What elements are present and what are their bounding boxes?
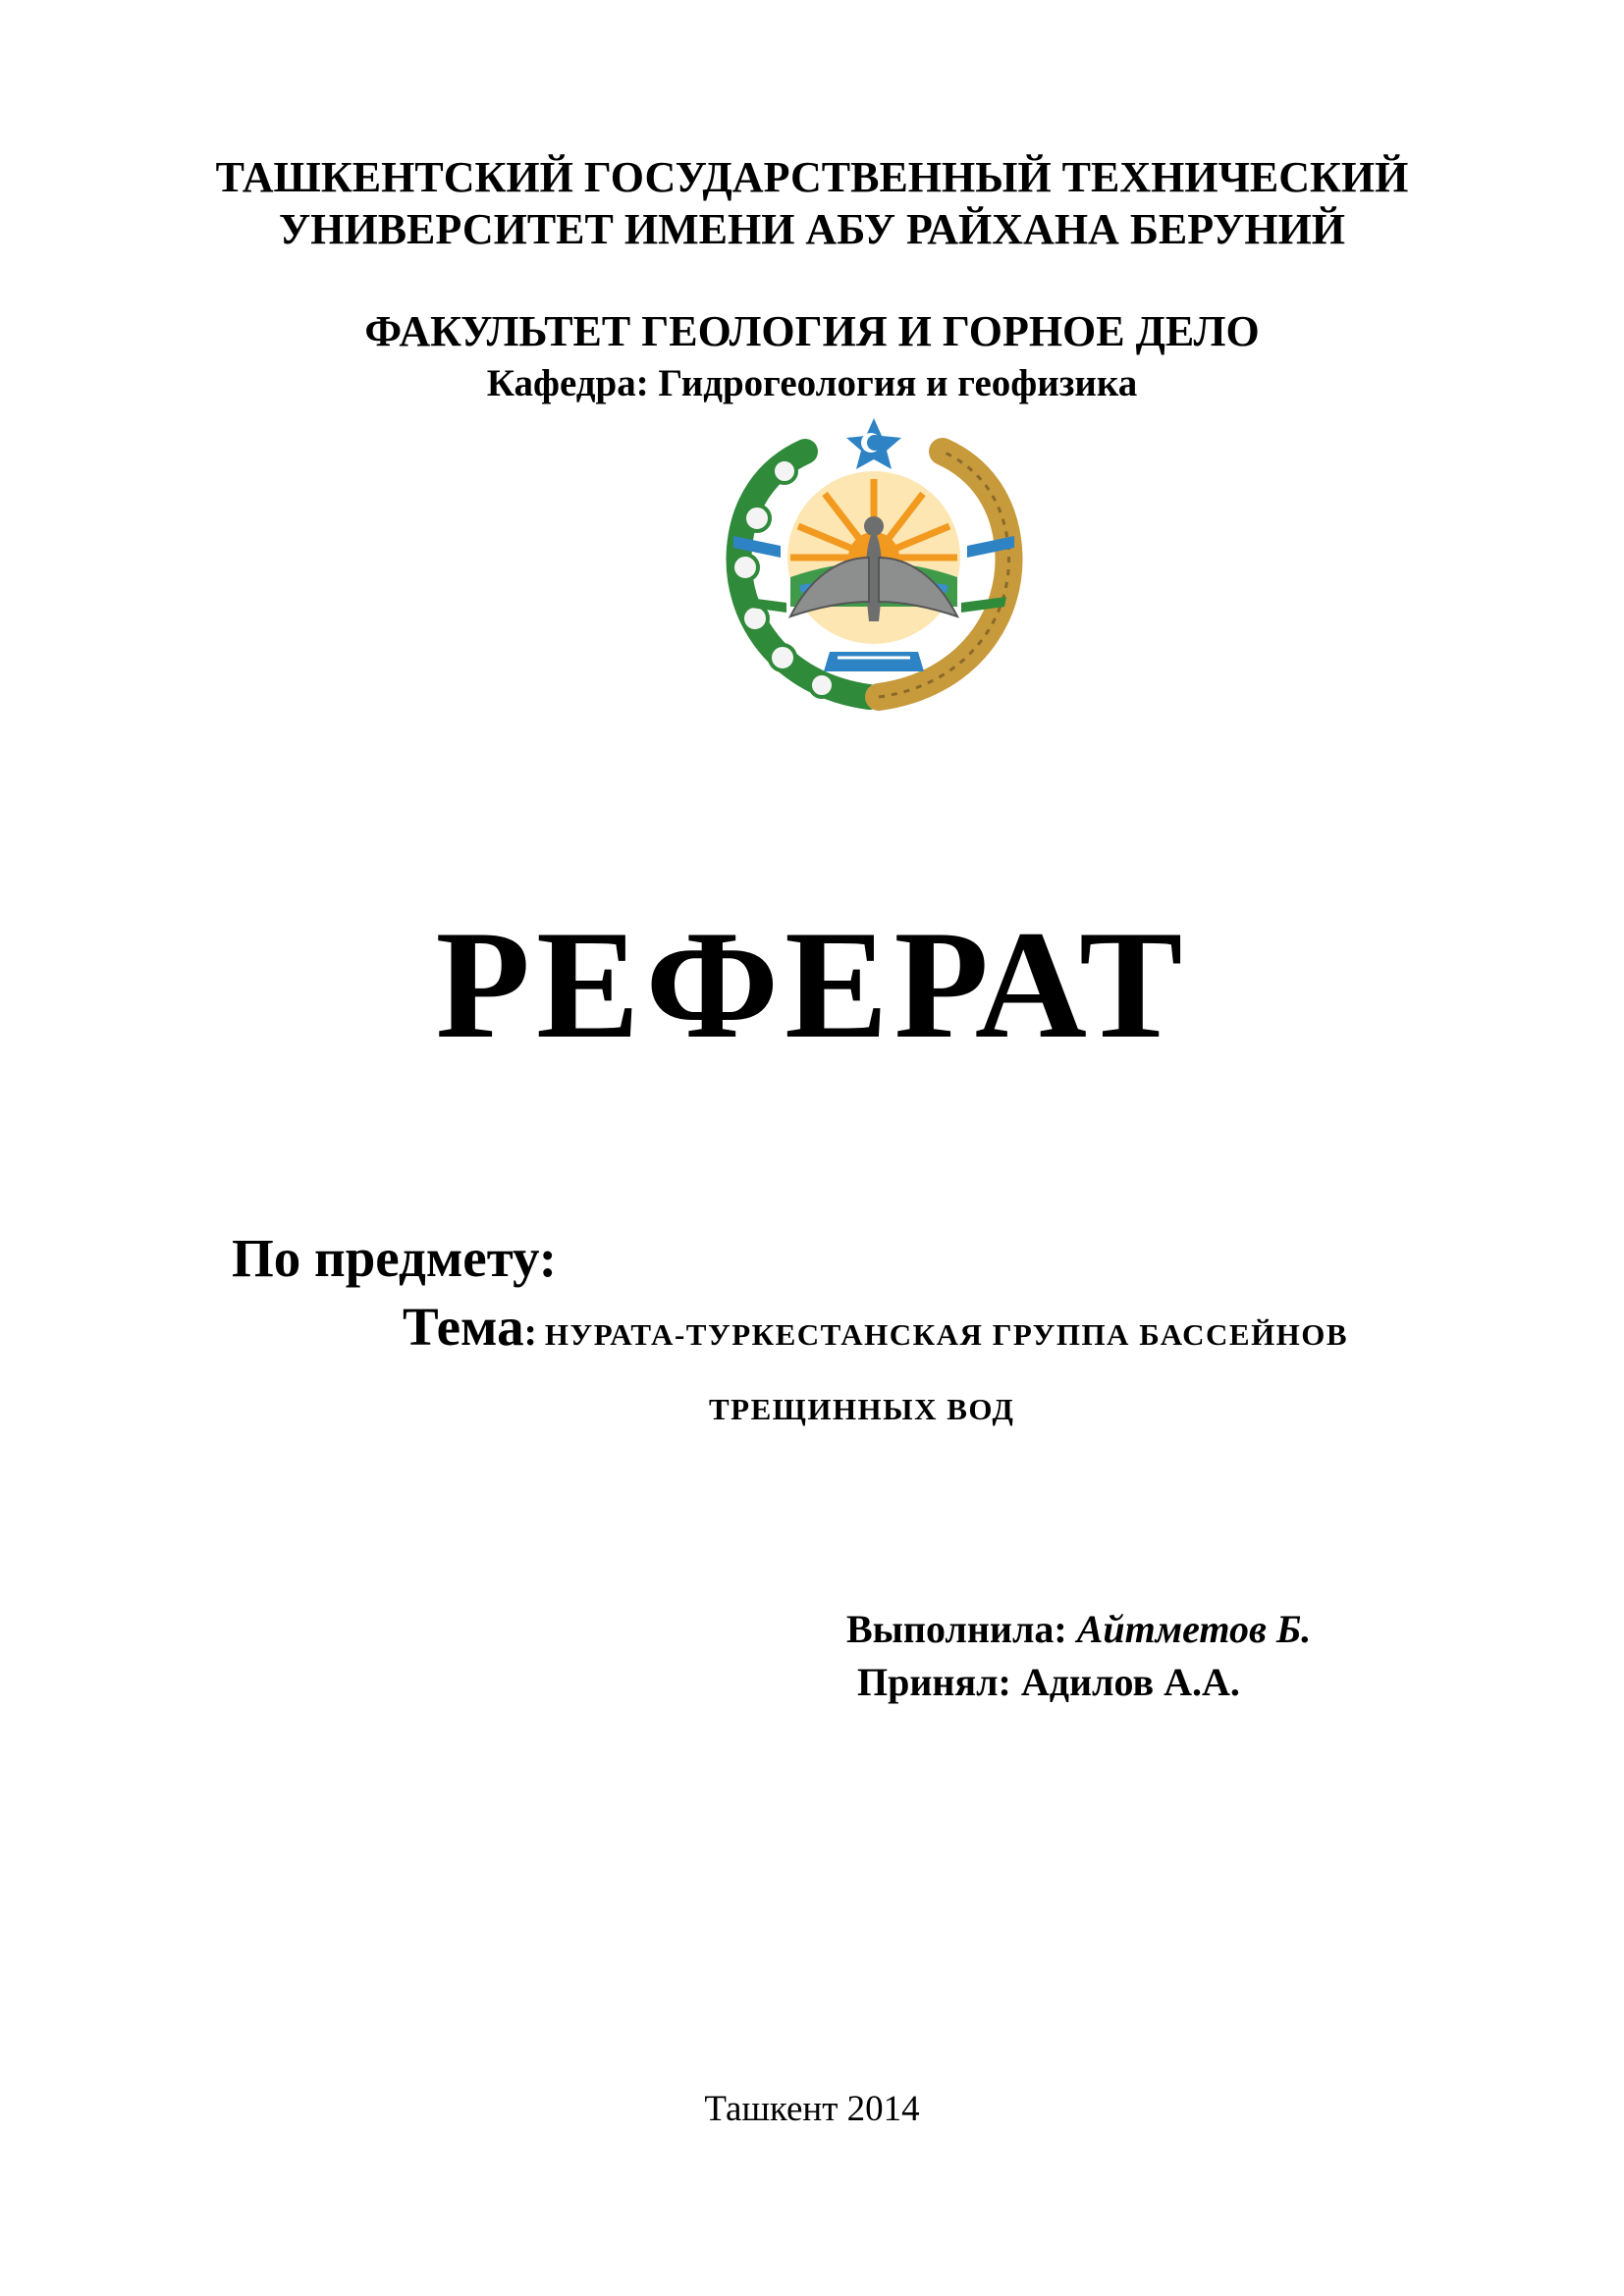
topic-title-line1: НУРАТА-ТУРКЕСТАНСКАЯ ГРУППА БАССЕЙНОВ [544,1317,1349,1352]
department-name: Кафедра: Гидрогеология и геофизика [486,362,1138,404]
subject-label: По предмету: [232,1228,558,1288]
topic-row [403,1296,1348,1358]
accepted-by-label: Принял: [857,1660,1021,1704]
topic-colon: : [523,1309,537,1354]
faculty-name: ФАКУЛЬТЕТ ГЕОЛОГИЯ И ГОРНОЕ ДЕЛО [364,307,1260,355]
topic-label: Тема [403,1297,524,1357]
crescent-star [846,418,901,469]
topic-title-line2: ТРЕЩИННЫХ ВОД [709,1392,1015,1426]
document-title: РЕФЕРАТ [435,899,1189,1071]
accepted-by-name: Адилов А.А. [1020,1660,1240,1704]
bottom-ribbon [824,652,924,671]
accepted-by [857,1659,1240,1705]
performed-by-name: Айтметов Б. [1076,1607,1312,1651]
city-year: Ташкент 2014 [704,2089,920,2129]
university-name-line1: ТАШКЕНТСКИЙ ГОСУДАРСТВЕННЫЙ ТЕХНИЧЕСКИЙ [215,153,1409,201]
state-emblem-of-uzbekistan-icon [722,410,1026,715]
performed-by [846,1606,1311,1652]
university-name-line2: УНИВЕРСИТЕТ ИМЕНИ АБУ РАЙХАНА БЕРУНИЙ [278,205,1346,253]
performed-by-label: Выполнила: [846,1607,1077,1651]
